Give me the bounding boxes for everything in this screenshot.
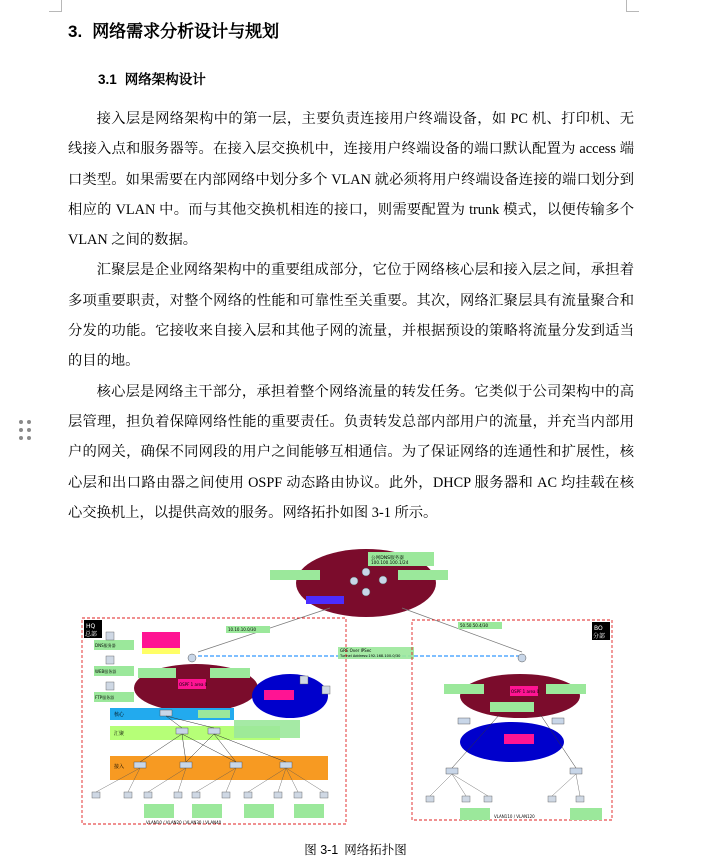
heading-2-title: 网络架构设计 — [124, 72, 206, 87]
paragraph-access-layer[interactable]: 接入层是网络架构中的第一层，主要负责连接用户终端设备，如 PC 机、打印机、无线接入点和服务器等。在接入层交换机中，连接用户终端设备的端口默认配置为 access 端口类型。如果需要在内部网络中划分多个 VLAN 就必须将用户终端设备连接的端口划分到相应的 VLAN 中。而与其他交换机相连的接口，则需要配置为 trunk 模式，以便传输多个 VLAN 之间的数据。 — [68, 111, 634, 249]
internet-label: 公网DNS服务器 — [371, 556, 404, 561]
hq-vlan-label: VLAN10 / VLAN20 / VLAN30 / VLAN40 — [146, 820, 222, 825]
paragraph-aggregation-layer[interactable]: 汇聚层是企业网络架构中的重要组成部分，它位于网络核心层和接入层之间，承担着多项重要职责，对整个网络的性能和可靠性至关重要。其次，网络汇聚层具有流量聚合和分发的功能。它接收来自接入层和其他子网的流量，并根据预设的策略将流量分发到适当的目的地。 — [68, 262, 634, 370]
heading-level-2 — [98, 68, 206, 88]
heading-1-number: 3. — [68, 22, 83, 41]
figure-caption-number: 图 3-1 — [304, 843, 339, 857]
paragraph-core-layer[interactable]: 核心层是网络主干部分，承担着整个网络流量的转发任务。它类似于公司架构中的高层管理，担负着保障网络性能的重要责任。负责转发总部内部用户的流量，并充当内部用户的网关，确保不同网段的用户之间能够互相通信。为了保证网络的连通性和扩展性，核心层和出口路由器之间使用 OSPF 动态路由协议。此外，DHCP 服务器和 AC 均挂载在核心交换机上，以提供高效的服务。网络拓扑如图 3-1 所示。 — [68, 383, 634, 521]
figure-caption — [0, 840, 711, 858]
hq-wan-label: 10.10.10.0/30 — [228, 627, 257, 632]
isp-router-label — [306, 596, 344, 604]
crop-mark-top-right-h — [627, 11, 639, 12]
tunnel-label: Tunnel Address:192.168.100.0/30 — [340, 654, 401, 658]
bo-wan-label: 50.50.50.4/30 — [460, 623, 489, 628]
server-dns-label: DNS服务器 — [95, 643, 116, 648]
bo-ospf-label: OSPF 1 area 0 — [511, 689, 540, 694]
hq-label-en: HQ — [86, 623, 96, 630]
crop-mark-top-left — [61, 0, 62, 12]
server-web-label: WEB服务器 — [95, 669, 117, 674]
agg-band-label: 汇聚 — [114, 731, 125, 737]
hq-label-cn: 总部 — [85, 631, 98, 638]
figure-caption-title: 网络拓扑图 — [344, 843, 407, 857]
drag-handle-icon[interactable] — [19, 420, 33, 442]
bo-label-en: BO — [594, 625, 603, 632]
gre-label: GRE Over IPSec — [340, 648, 372, 653]
bo-label-cn: 分部 — [593, 633, 606, 640]
core-band-label: 核心 — [114, 712, 125, 718]
bo-vlan-label: VLAN110 / VLAN120 — [494, 814, 535, 819]
topology-diagram — [80, 548, 625, 828]
heading-2-number: 3.1 — [98, 72, 117, 87]
document-body — [68, 104, 634, 528]
server-ftp-label: FTP服务器 — [95, 695, 115, 700]
access-band-label: 接入 — [114, 764, 125, 770]
bo-boundary — [412, 620, 612, 820]
hq-ospf-label: OSPF 1 area 0 — [179, 682, 208, 687]
heading-level-1 — [68, 17, 279, 42]
isp-addr-label: 100.100.100.1/24 — [371, 560, 409, 565]
heading-1-title: 网络需求分析设计与规划 — [92, 22, 280, 41]
network-topology-figure — [80, 548, 625, 828]
crop-mark-top-left-h — [49, 11, 61, 12]
